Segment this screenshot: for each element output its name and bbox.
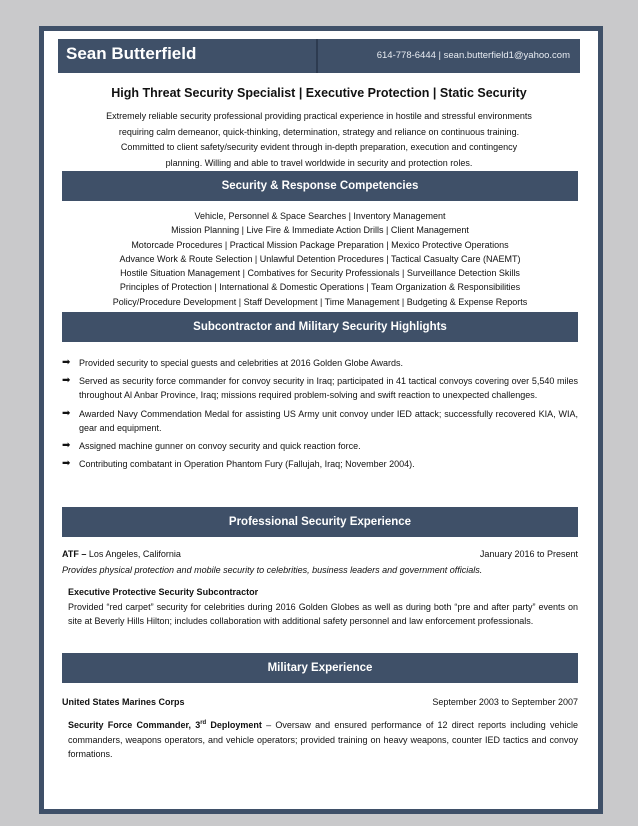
section-heading-military: Military Experience [62,653,578,683]
highlight-text: Awarded Navy Commendation Medal for assisting US Army unit convoy under IED attack; successfully recovered KIA, WIA, gear and equipment. [79,408,578,433]
highlight-item [62,356,578,370]
military-header [62,697,578,711]
professional-experience [62,549,578,629]
arrow-right-icon: ➡ [62,357,71,368]
job-dates: January 2016 to Present [479,549,578,559]
job-location: Los Angeles, California [88,549,181,559]
highlight-text: Provided security to special guests and celebrities at 2016 Golden Globe Awards. [79,358,404,368]
military-title [68,720,262,730]
headline: High Threat Security Specialist | Executive Protection | Static Security [111,86,527,100]
summary [70,109,568,171]
arrow-right-icon: ➡ [62,375,71,387]
job-title: Executive Protective Security Subcontractor [68,587,259,597]
job-employer-location [62,549,181,559]
highlight-item [62,457,578,471]
highlight-item [62,374,578,402]
employer: ATF [62,549,79,559]
header-divider [316,39,318,73]
job-description: Provides physical protection and mobile security to celebrities, business leaders and government officials. [62,565,483,575]
competency-line: Advance Work & Route Selection | Unlawful Detention Procedures | Tactical Casualty Care (NAEMT) [119,253,521,264]
arrow-right-icon: ➡ [62,458,71,470]
military-title-sup: rd [200,720,207,726]
highlight-item [62,439,578,453]
highlight-text: Assigned machine gunner on convoy security and quick reaction force. [79,441,361,452]
job-details: Provided “red carpet” security for celebrities during 2016 Golden Globes as well as during both “pre and after party” events on site at Beverly Hills Hilton; includes collaboration with additional safety personnel and law enforcement professionals. [68,601,578,626]
section-heading-competencies: Security & Response Competencies [62,171,578,201]
summary-line: Committed to client safety/security evident through in-depth preparation, execution and contingency [120,142,518,152]
section-heading-highlights: Subcontractor and Military Security Highlights [62,312,578,342]
military-dates: September 2003 to September 2007 [432,697,578,707]
competency-line: Policy/Procedure Development | Staff Development | Time Management | Budgeting & Expense Reports [112,296,528,307]
summary-line: requiring calm demeanor, quick-thinking, determination, strategy and reliance on continuous training. [118,126,520,137]
competencies-list [62,209,578,309]
candidate-name: Sean Butterfield [66,44,197,63]
employer-dash: – [78,549,89,559]
competency-line: Principles of Protection | International & Domestic Operations | Team Organization & Responsibilities [119,282,521,293]
job-role [62,585,578,629]
highlight-item [62,407,578,435]
military-title-main: Security Force Commander, 3 [68,720,201,730]
arrow-right-icon: ➡ [62,440,71,452]
highlights-list [62,356,578,475]
military-title-end: Deployment [206,720,262,730]
contact-info: 614-778-6444 | sean.butterfield1@yahoo.com [376,50,570,61]
competency-line: Motorcade Procedures | Practical Mission Package Preparation | Mexico Protective Operations [131,239,509,250]
military-role [62,716,578,762]
highlight-text: Contributing combatant in Operation Phantom Fury (Fallujah, Iraq; November 2004). [79,459,415,470]
competency-line: Mission Planning | Live Fire & Immediate Action Drills | Client Management [171,225,469,236]
military-details: – Oversaw and ensured performance of 12 direct reports including vehicle commanders, weapons operators, and vehicle operators; provided training on heavy weapons, counter IED tactics and convoy formations. [68,720,578,759]
highlight-text: Served as security force commander for convoy security in Iraq; participated in 41 tactical convoys covering over 5,540 miles throughout Al Anbar Province, Iraq; missions required problem-solving and swift reaction to unexpected challenges. [79,376,578,401]
arrow-right-icon: ➡ [62,407,71,419]
summary-line: Extremely reliable security professional providing practical experience in hostile and stressful environments [106,111,532,121]
military-experience [62,697,578,762]
section-heading-professional: Professional Security Experience [62,507,578,537]
name-header-bar [58,39,580,73]
competency-line: Vehicle, Personnel & Space Searches | Inventory Management [194,211,446,221]
military-employer: United States Marines Corps [62,697,185,707]
competency-line: Hostile Situation Management | Combatives for Security Professionals | Surveillance Detection Skills [120,268,520,279]
job-header [62,549,578,563]
summary-line: planning. Willing and able to travel worldwide in security and protection roles. [165,157,473,168]
